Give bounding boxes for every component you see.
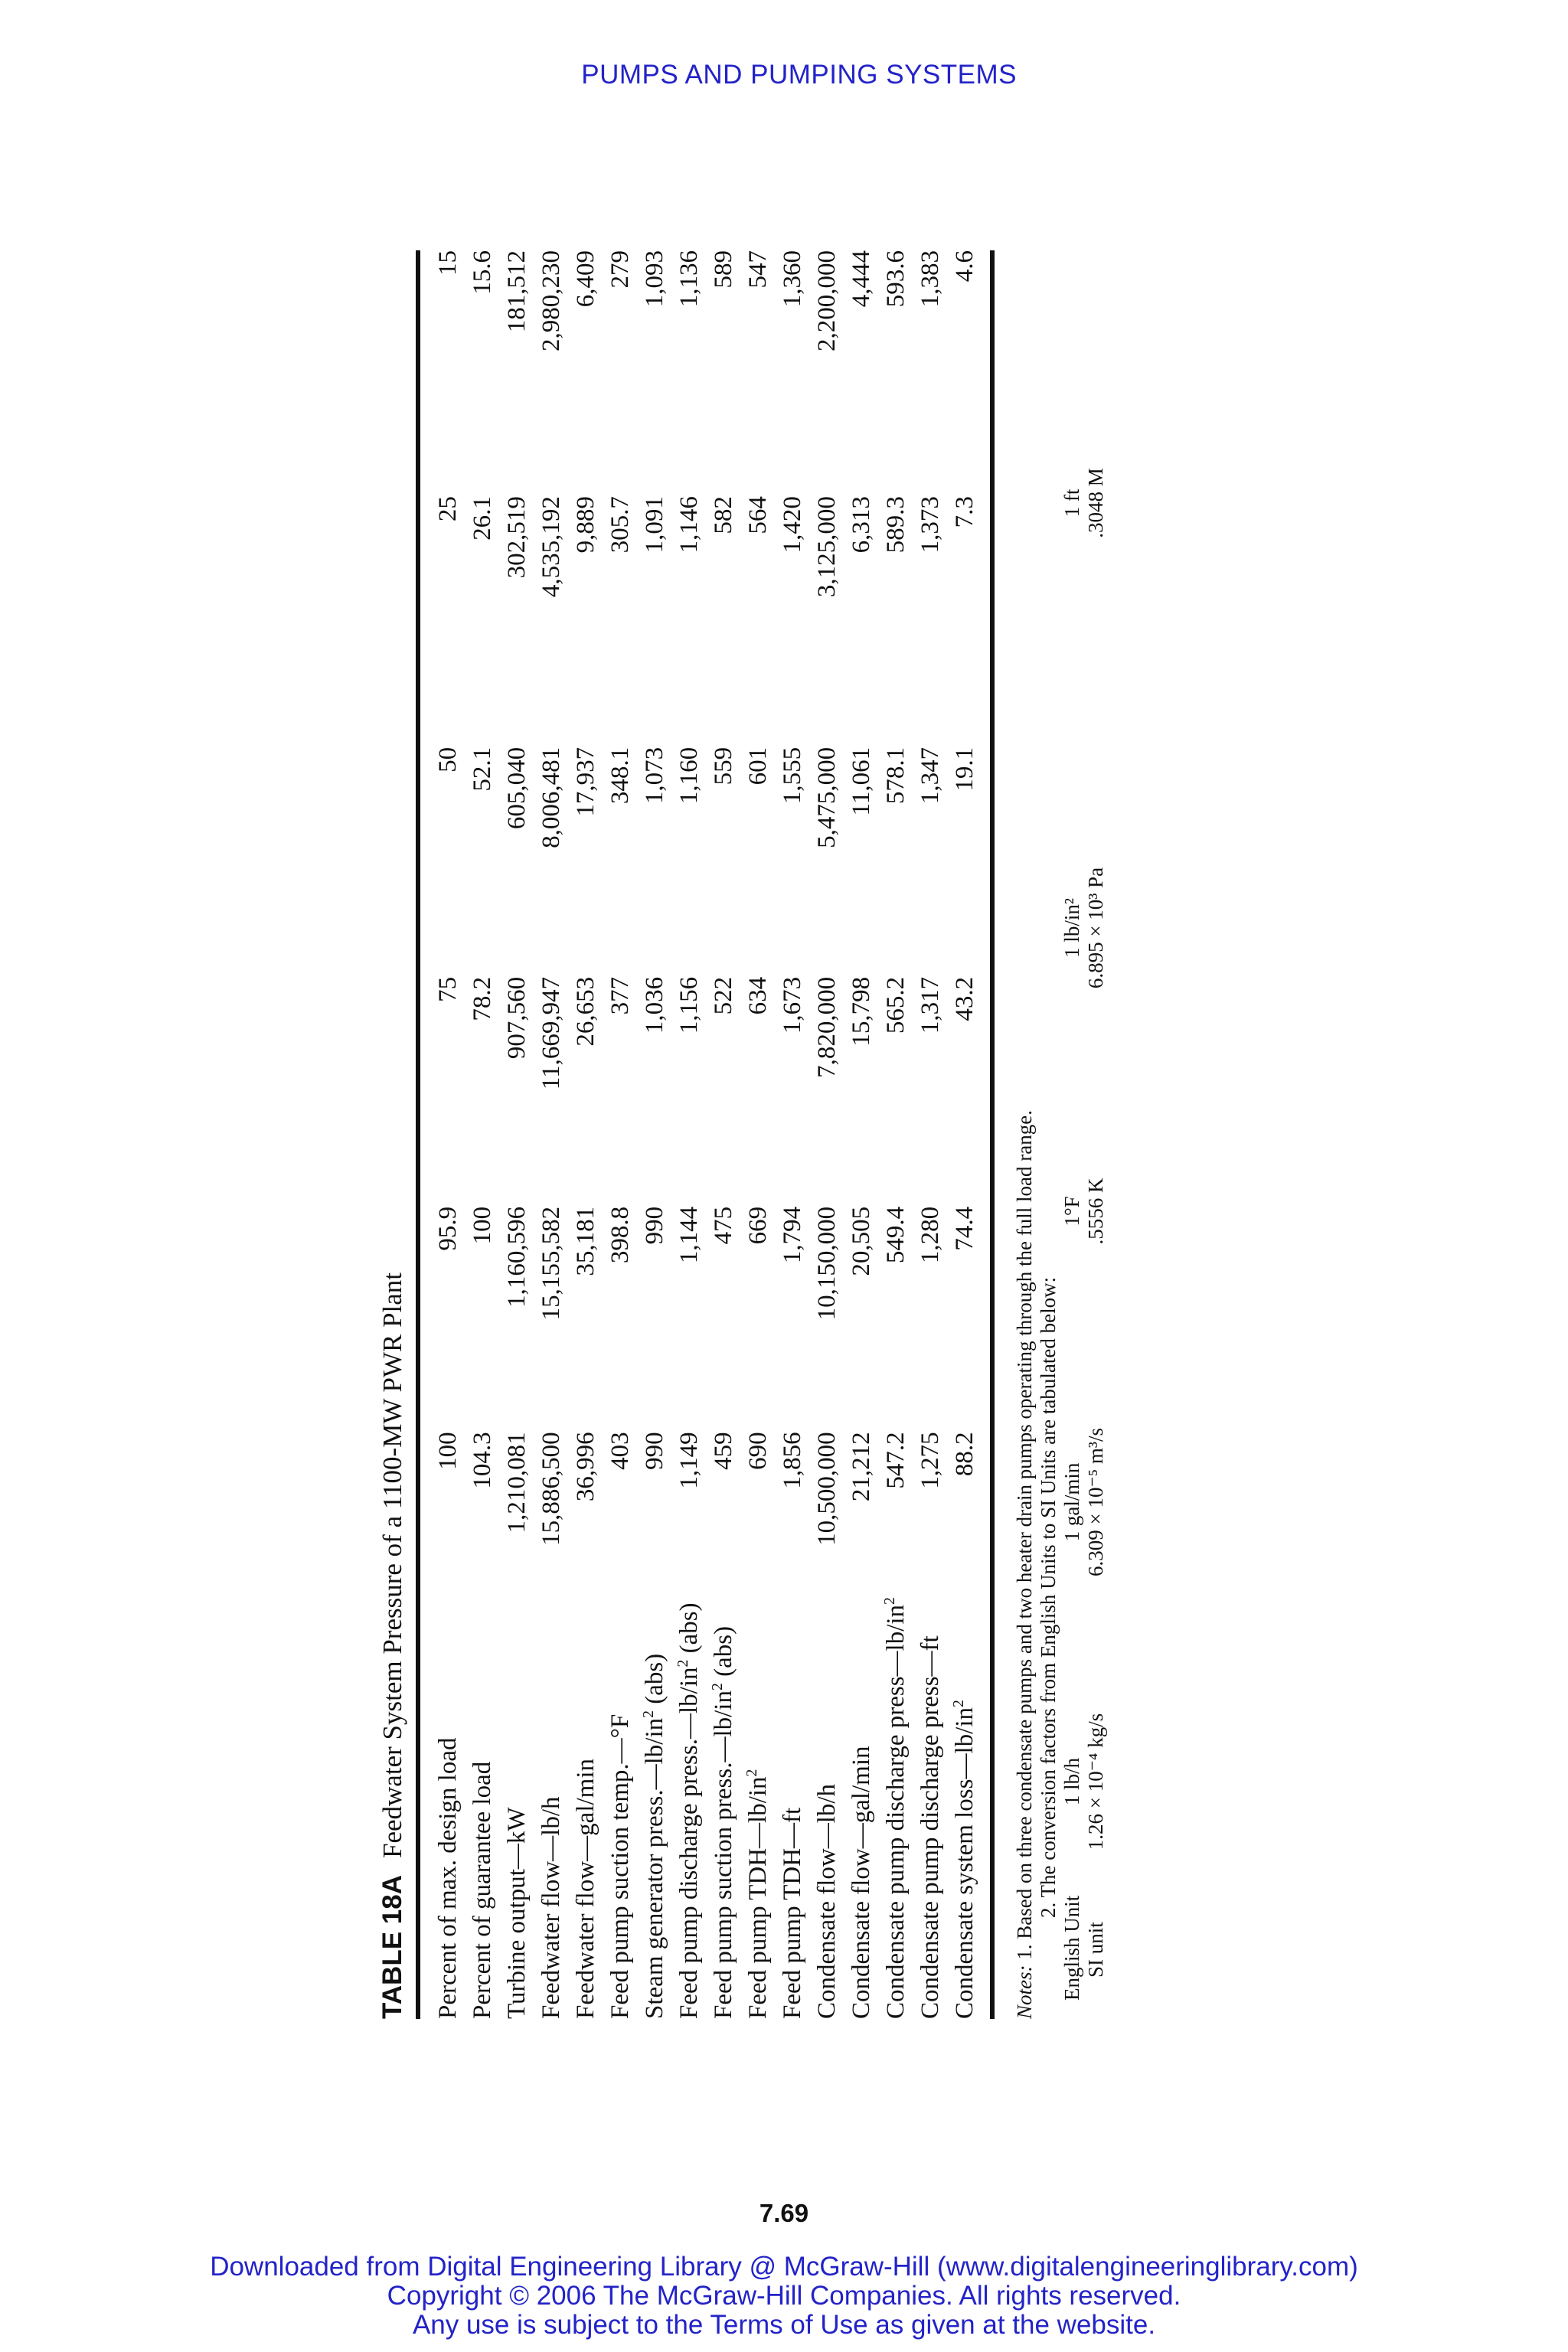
table-cell: 1,073	[641, 746, 668, 805]
row-label-suffix: (abs)	[675, 1602, 703, 1660]
table-cell: 74.4	[951, 1206, 978, 1251]
page-number: 7.69	[759, 2199, 809, 2227]
table-cell: 35,181	[572, 1206, 599, 1276]
si-unit: 6.309 × 10⁻⁵ m³/s	[1084, 1428, 1107, 1576]
table-cell: 403	[606, 1432, 634, 1470]
table-row	[603, 250, 638, 2019]
note-2: 2. The conversion factors from English Units to SI Units are tabulated below:	[1037, 1276, 1060, 1918]
table-cell: 4,535,192	[537, 496, 565, 598]
table-cell: 1,347	[916, 746, 944, 805]
table-cell: 1,360	[779, 250, 806, 308]
table-row	[534, 250, 569, 2019]
table-cell: 1,555	[779, 746, 806, 805]
table-cell: 88.2	[951, 1432, 978, 1477]
table-cell: 1,160	[675, 746, 703, 805]
row-label-text: Feedwater flow—gal/min	[572, 1759, 599, 2019]
footer-line: Downloaded from Digital Engineering Library @ McGraw-Hill (www.digitalengineeringlibrary.com)	[210, 2252, 1358, 2282]
footer-line: Any use is subject to the Terms of Use as given at the website.	[412, 2310, 1156, 2340]
table-cell: 17,937	[572, 746, 599, 817]
row-label-text: Feed pump discharge press.—lb/in	[675, 1667, 703, 2019]
row-label	[810, 1628, 844, 2019]
table-cell: 11,061	[848, 746, 875, 816]
row-label-text: Feed pump TDH—ft	[779, 1807, 806, 2019]
table-cell: 104.3	[469, 1432, 496, 1489]
table-cell: 15,798	[848, 976, 875, 1047]
table-cell: 305.7	[606, 496, 634, 554]
table-cell: 564	[744, 496, 772, 534]
table-cell: 1,383	[916, 250, 944, 308]
table-cell: 36,996	[572, 1432, 599, 1502]
english-unit: 1 lb/in²	[1060, 898, 1083, 958]
row-label	[603, 1628, 638, 2019]
table-title: Feedwater System Pressure of a 1100-MW PWR Plant	[377, 1272, 407, 1858]
english-unit-label: English Unit	[1060, 1895, 1083, 2001]
table-cell: 95.9	[434, 1206, 462, 1251]
table-row	[707, 250, 741, 2019]
table-cell: 19.1	[951, 746, 978, 792]
table-cell: 1,036	[641, 976, 668, 1034]
table-cell: 302,519	[503, 496, 531, 579]
table-cell: 459	[710, 1432, 737, 1470]
rotated-table-block	[370, 250, 1128, 2019]
table-cell: 2,200,000	[813, 250, 841, 351]
row-label-superscript: 2	[950, 1700, 968, 1707]
table-row	[913, 250, 948, 2019]
table-cell: 1,317	[916, 976, 944, 1034]
table-number: TABLE 18A	[377, 1875, 407, 2019]
table-cell: 1,275	[916, 1432, 944, 1489]
conversion-table	[1060, 250, 1108, 2019]
table-cell: 377	[606, 976, 634, 1015]
table-cell: 601	[744, 746, 772, 786]
table-cell: 6,313	[848, 496, 875, 554]
row-label-text: Condensate system loss—lb/in	[951, 1707, 978, 2019]
table-row	[879, 250, 913, 2019]
table-cell: 20,505	[848, 1206, 875, 1276]
row-label	[638, 1628, 672, 2019]
table-cell: 1,093	[641, 250, 668, 308]
table-cell: 690	[744, 1432, 772, 1470]
row-label	[534, 1628, 569, 2019]
top-rule	[416, 250, 420, 2019]
table-row	[810, 250, 844, 2019]
feedwater-table	[431, 250, 982, 2019]
si-unit: .3048 M	[1084, 468, 1107, 538]
table-cell: 1,673	[779, 976, 806, 1034]
row-label-text: Turbine output—kW	[503, 1807, 531, 2019]
english-unit: 1 gal/min	[1060, 1462, 1083, 1542]
table-cell: 21,212	[848, 1432, 875, 1502]
table-cell: 15	[434, 250, 462, 276]
row-label-text: Feed pump suction temp.—°F	[606, 1713, 634, 2019]
table-cell: 7.3	[951, 496, 978, 528]
table-row	[466, 250, 500, 2019]
row-label-text: Feedwater flow—lb/h	[537, 1796, 565, 2019]
table-cell: 10,150,000	[813, 1206, 841, 1321]
table-cell: 3,125,000	[813, 496, 841, 598]
table-cell: 593.6	[882, 250, 910, 308]
table-cell: 1,149	[675, 1432, 703, 1489]
table-cell: 589	[710, 250, 737, 289]
row-label-text: Condensate pump discharge press—ft	[916, 1635, 944, 2019]
table-cell: 589.3	[882, 496, 910, 554]
table-cell: 1,144	[675, 1206, 703, 1264]
table-row	[638, 250, 672, 2019]
table-notes	[1013, 250, 1108, 2019]
si-unit-label: SI unit	[1084, 1922, 1107, 1978]
table-cell: 1,794	[779, 1206, 806, 1264]
table-row	[741, 250, 776, 2019]
row-label	[500, 1628, 534, 2019]
table-cell: 990	[641, 1206, 668, 1245]
row-label	[466, 1628, 500, 2019]
table-cell: 43.2	[951, 976, 978, 1021]
table-cell: 547.2	[882, 1432, 910, 1489]
row-label-text: Feed pump suction press.—lb/in	[710, 1690, 737, 2019]
table-row	[672, 250, 707, 2019]
table-cell: 50	[434, 746, 462, 773]
table-cell: 4,444	[848, 250, 875, 308]
table-cell: 1,146	[675, 496, 703, 554]
row-label-text: Steam generator press.—lb/in	[641, 1717, 668, 2019]
table-cell: 9,889	[572, 496, 599, 554]
table-cell: 100	[434, 1432, 462, 1470]
row-label	[741, 1628, 776, 2019]
notes-label: Notes:	[1013, 1965, 1036, 2019]
table-cell: 15.6	[469, 250, 496, 295]
table-cell: 1,280	[916, 1206, 944, 1264]
table-cell: 582	[710, 496, 737, 534]
table-cell: 15,886,500	[537, 1432, 565, 1546]
table-cell: 1,156	[675, 976, 703, 1034]
row-label-superscript: 2	[640, 1710, 658, 1718]
row-label	[707, 1625, 741, 2019]
table-cell: 7,820,000	[813, 976, 841, 1078]
row-label	[913, 1628, 948, 2019]
row-label-suffix: (abs)	[710, 1625, 737, 1684]
table-cell: 549.4	[882, 1206, 910, 1264]
si-unit-row	[1084, 250, 1108, 2019]
si-unit: 6.895 × 10³ Pa	[1084, 867, 1107, 989]
table-cell: 52.1	[469, 746, 496, 792]
table-cell: 100	[469, 1206, 496, 1245]
running-head: PUMPS AND PUMPING SYSTEMS	[581, 60, 1017, 90]
table-row	[431, 250, 466, 2019]
table-cell: 26,653	[572, 976, 599, 1047]
row-label	[431, 1628, 466, 2019]
table-cell: 547	[744, 250, 772, 289]
table-cell: 1,091	[641, 496, 668, 554]
table-cell: 5,475,000	[813, 746, 841, 848]
row-label-suffix: (abs)	[641, 1653, 668, 1710]
table-cell: 279	[606, 250, 634, 289]
row-label-superscript: 2	[709, 1683, 727, 1691]
table-cell: 1,210,081	[503, 1432, 531, 1534]
note-1	[1013, 250, 1037, 2019]
table-cell: 26.1	[469, 496, 496, 541]
table-cell: 1,420	[779, 496, 806, 554]
table-cell: 1,856	[779, 1432, 806, 1489]
bottom-rule	[990, 250, 995, 2019]
table-cell: 181,512	[503, 250, 531, 333]
table-cell: 75	[434, 976, 462, 1002]
table-cell: 669	[744, 1206, 772, 1245]
table-cell: 1,160,596	[503, 1206, 531, 1308]
table-cell: 6,409	[572, 250, 599, 308]
row-label	[879, 1597, 913, 2019]
row-label-superscript: 2	[675, 1659, 692, 1668]
table-cell: 25	[434, 496, 462, 522]
table-cell: 8,006,481	[537, 746, 565, 848]
table-cell: 1,373	[916, 496, 944, 554]
table-row	[500, 250, 534, 2019]
row-label-text: Condensate flow—lb/h	[813, 1783, 841, 2019]
table-cell: 4.6	[951, 250, 978, 283]
table-cell: 11,669,947	[537, 976, 565, 1090]
table-row	[776, 250, 810, 2019]
english-unit-row	[1060, 250, 1084, 2019]
table-row	[948, 250, 982, 2019]
table-row	[844, 250, 879, 2019]
si-unit: .5556 K	[1084, 1178, 1107, 1245]
row-label-text: Condensate pump discharge press—lb/in	[882, 1604, 910, 2019]
table-cell: 559	[710, 746, 737, 786]
table-row	[569, 250, 603, 2019]
table-cell: 78.2	[469, 976, 496, 1021]
footer	[0, 2252, 1568, 2340]
table-cell: 1,136	[675, 250, 703, 308]
row-label-text: Feed pump TDH—lb/in	[744, 1776, 772, 2019]
table-caption	[370, 250, 416, 2019]
table-cell: 398.8	[606, 1206, 634, 1264]
table-cell: 10,500,000	[813, 1432, 841, 1546]
table-cell: 348.1	[606, 746, 634, 805]
row-label-text: Condensate flow—gal/min	[848, 1746, 875, 2019]
table-cell: 522	[710, 976, 737, 1015]
si-unit: 1.26 × 10⁻⁴ kg/s	[1084, 1713, 1107, 1851]
table-cell: 605,040	[503, 746, 531, 830]
row-label	[569, 1628, 603, 2019]
table-cell: 990	[641, 1432, 668, 1470]
row-label-text: Percent of guarantee load	[469, 1761, 496, 2019]
note-1-text: 1. Based on three condensate pumps and two heater drain pumps operating through the full load range.	[1013, 1110, 1036, 1960]
row-label-superscript: 2	[881, 1597, 899, 1605]
footer-line: Copyright © 2006 The McGraw-Hill Companies. All rights reserved.	[387, 2281, 1181, 2311]
row-label	[948, 1628, 982, 2019]
english-unit: 1 ft	[1060, 488, 1083, 518]
row-label	[672, 1602, 707, 2019]
row-label	[776, 1628, 810, 2019]
table-cell: 15,155,582	[537, 1206, 565, 1321]
table-cell: 578.1	[882, 746, 910, 805]
row-label-superscript: 2	[743, 1769, 761, 1777]
table-cell: 2,980,230	[537, 250, 565, 351]
table-cell: 634	[744, 976, 772, 1015]
english-unit: 1 lb/h	[1060, 1757, 1083, 1806]
table-cell: 907,560	[503, 976, 531, 1060]
row-label	[844, 1628, 879, 2019]
table-cell: 565.2	[882, 976, 910, 1034]
table-cell: 475	[710, 1206, 737, 1245]
row-label-text: Percent of max. design load	[434, 1737, 462, 2019]
english-unit: 1°F	[1060, 1196, 1083, 1227]
